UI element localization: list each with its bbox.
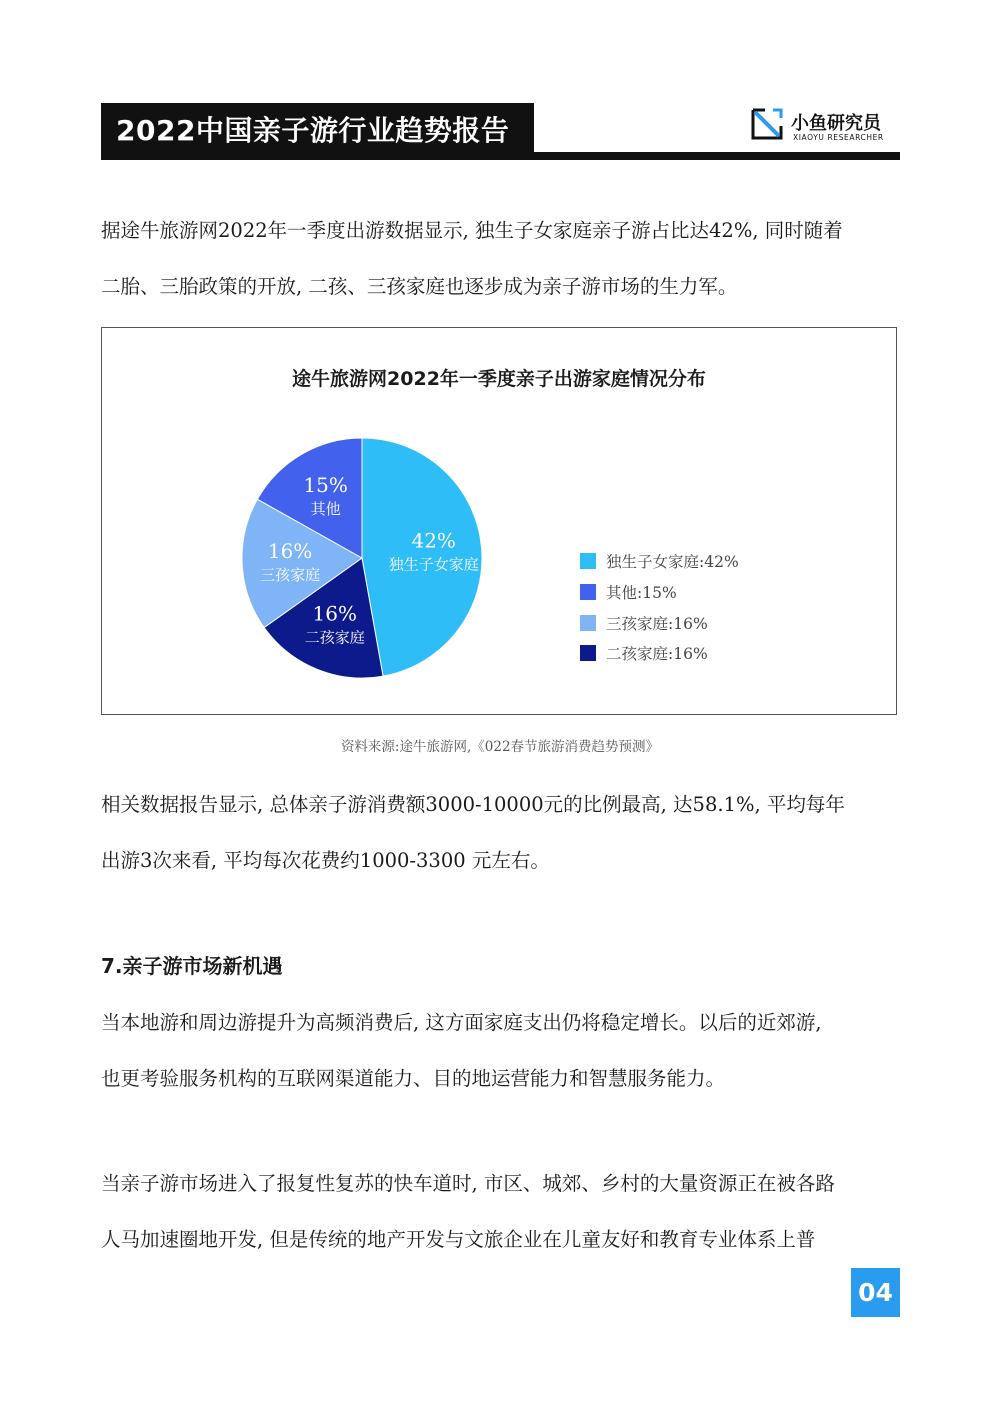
paragraph-line: 出游3次来看, 平均每次花费约1000-3300 元左右。 <box>101 849 550 872</box>
legend-item <box>580 577 739 608</box>
paragraph-opportunity <box>101 995 901 1107</box>
legend-item <box>580 546 739 577</box>
logo-name: 小鱼研究员 <box>791 113 881 134</box>
legend-label: 独生子女家庭:42% <box>606 553 739 572</box>
pie-value-label: 16% <box>312 601 357 626</box>
chart-title: 途牛旅游网2022年一季度亲子出游家庭情况分布 <box>292 368 706 390</box>
page-number: 04 <box>851 1268 900 1317</box>
pie-value-label: 15% <box>303 472 348 497</box>
legend-swatch <box>580 553 596 569</box>
paragraph-line: 相关数据报告显示, 总体亲子游消费额3000-10000元的比例最高, 达58.1%, 平均每年 <box>101 793 845 816</box>
paragraph-market <box>101 1156 901 1268</box>
logo <box>751 106 901 146</box>
paragraph-line: 也更考验服务机构的互联网渠道能力、目的地运营能力和智慧服务能力。 <box>101 1067 726 1090</box>
paragraph-line: 人马加速圈地开发, 但是传统的地产开发与文旅企业在儿童友好和教育专业体系上普 <box>101 1228 816 1251</box>
legend-swatch <box>580 584 596 600</box>
source-note: 资料来源:途牛旅游网,《022春节旅游消费趋势预测》 <box>340 739 660 755</box>
pie-chart <box>102 328 898 716</box>
header-rule <box>101 152 900 160</box>
section-heading: 7.亲子游市场新机遇 <box>101 954 283 978</box>
chart-legend <box>580 546 739 669</box>
paragraph-line: 据途牛旅游网2022年一季度出游数据显示, 独生子女家庭亲子游占比达42%, 同时随着 <box>101 219 843 242</box>
paragraph-line: 二胎、三胎政策的开放, 二孩、三孩家庭也逐步成为亲子游市场的生力军。 <box>101 275 738 298</box>
pie-value-label: 16% <box>267 538 313 563</box>
legend-label: 二孩家庭:16% <box>606 645 708 664</box>
pie-value-label: 42% <box>411 528 456 553</box>
legend-swatch <box>580 615 596 631</box>
legend-item <box>580 638 739 669</box>
report-title: 2022中国亲子游行业趋势报告 <box>116 114 510 147</box>
logo-subtitle: XIAOYU RESEARCHER <box>793 133 884 142</box>
pie-category-label: 其他 <box>310 499 341 518</box>
pie-category-label: 三孩家庭 <box>260 565 321 584</box>
chart-frame <box>101 327 897 715</box>
legend-swatch <box>580 645 596 661</box>
legend-item <box>580 607 739 638</box>
legend-label: 其他:15% <box>606 584 677 603</box>
paragraph-line: 当亲子游市场进入了报复性复苏的快车道时, 市区、城郊、乡村的大量资源正在被各路 <box>101 1172 835 1195</box>
legend-label: 三孩家庭:16% <box>606 614 708 633</box>
paragraph-line: 当本地游和周边游提升为高频消费后, 这方面家庭支出仍将稳定增长。以后的近郊游, <box>101 1011 822 1034</box>
logo-icon <box>751 106 785 142</box>
paragraph-spending <box>101 777 901 889</box>
pie-category-label: 独生子女家庭 <box>388 555 479 574</box>
paragraph-intro <box>101 203 901 315</box>
pie-category-label: 二孩家庭 <box>304 628 365 647</box>
